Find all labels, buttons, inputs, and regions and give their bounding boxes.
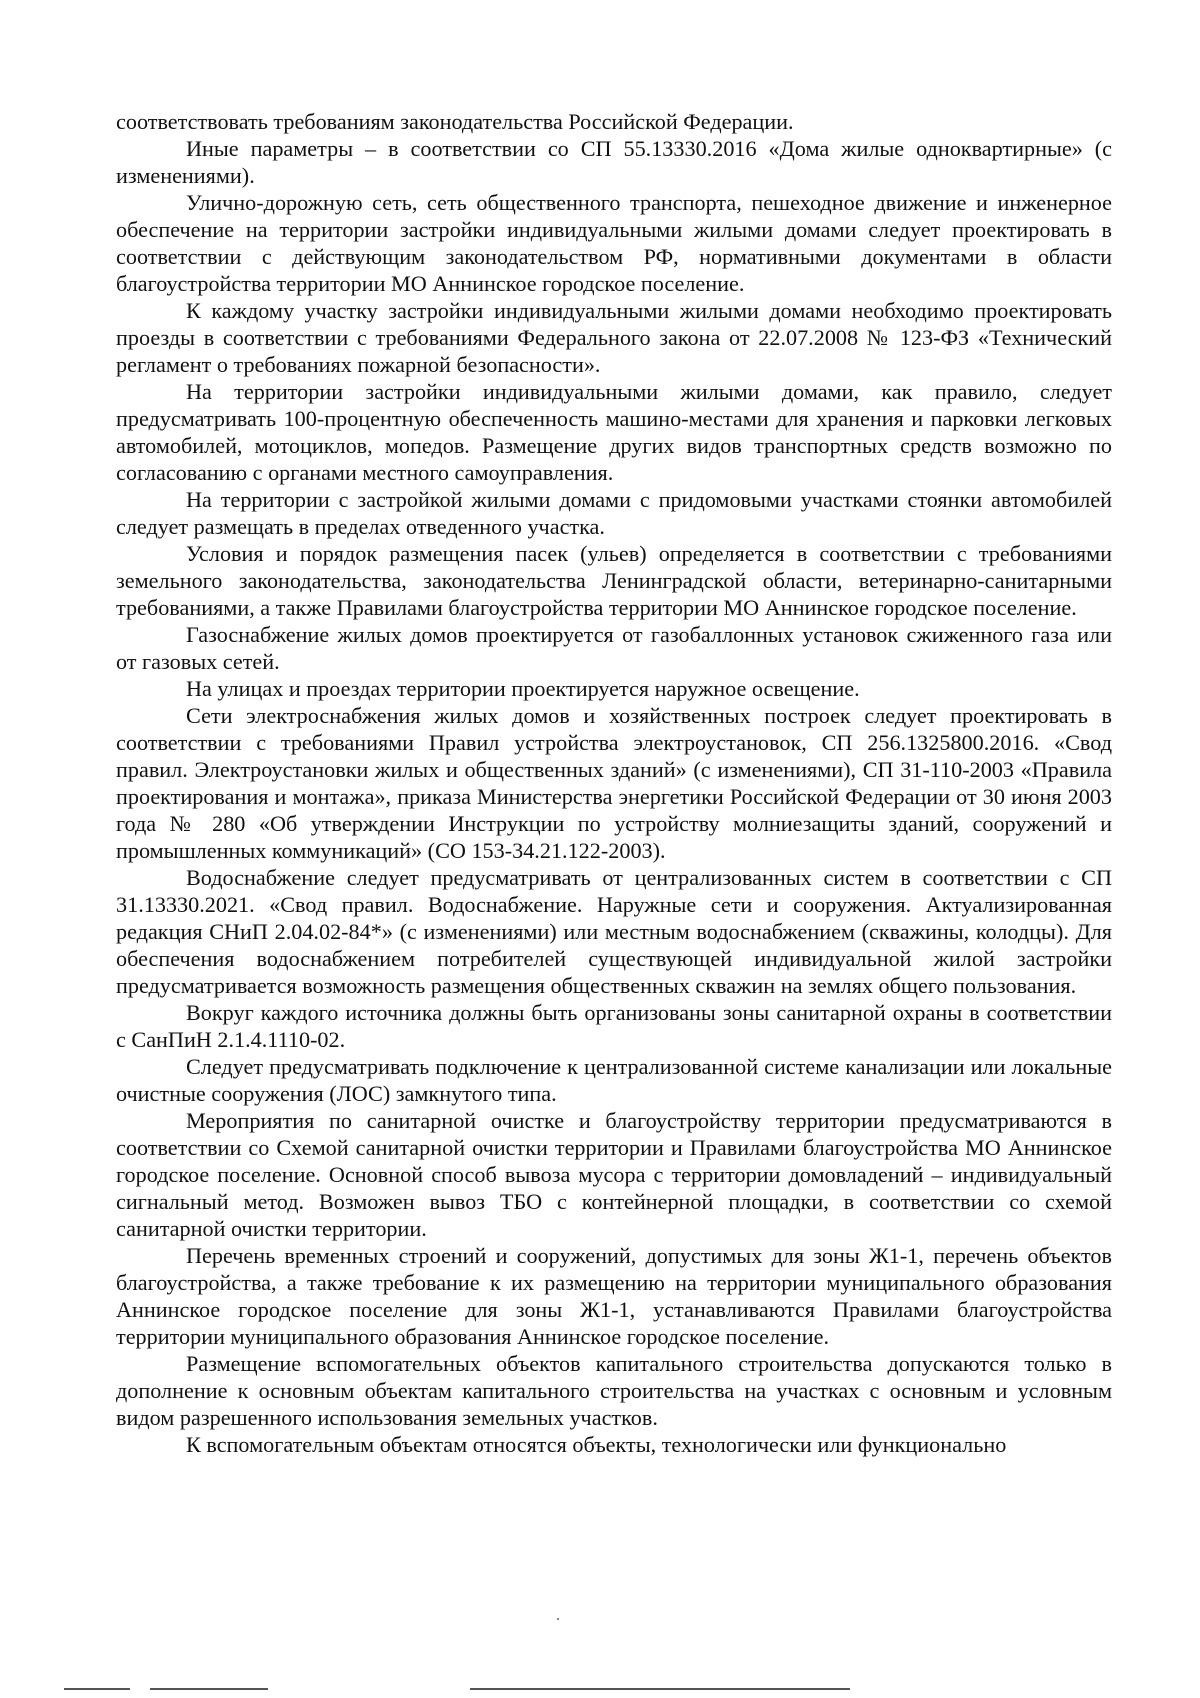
paragraph-auxiliary-objects: Размещение вспомогательных объектов капитального строительства допускаются только в дополнение к основным объектам капитального строительства на участках с основным и условным видом разрешенного использования земельных участков.: [116, 1351, 1112, 1430]
paragraph-road-network: Улично-дорожную сеть, сеть общественного транспорта, пешеходное движение и инженерное обеспечение на территории застройки индивидуальными жилыми домами следует проектировать в соответствии с действующим законодательством РФ, нормативными документами в области благоустройства территории МО Аннинское городское поселение.: [116, 190, 1112, 296]
paragraph-gas-supply: Газоснабжение жилых домов проектируется от газобаллонных установок сжиженного газа или от газовых сетей.: [116, 622, 1112, 674]
footer-rule-2: [150, 1688, 268, 1690]
paragraph-sewerage: Следует предусматривать подключение к централизованной системе канализации или локальные очистные сооружения (ЛОС) замкнутого типа.: [116, 1054, 1112, 1106]
paragraph-driveways: К каждому участку застройки индивидуальными жилыми домами необходимо проектировать проезды в соответствии с требованиями Федерального закона от 22.07.2008 № 123-ФЗ «Технический регламент о требованиях пожарной безопасности».: [116, 298, 1112, 377]
paragraph-water-supply: Водоснабжение следует предусматривать от централизованных систем в соответствии с СП 31.13330.2021. «Свод правил. Водоснабжение. Наружные сети и сооружения. Актуализированная редакция СНиП 2.04.02-84*» (с изменениями) или местным водоснабжением (скважины, колодцы). Для обеспечения водоснабжением потребителей существующей индивидуальной жилой застройки предусматривается возможность размещения общественных скважин на землях общего пользования.: [116, 865, 1112, 998]
document-page: [116, 108, 1112, 1458]
paragraph-apiaries: Условия и порядок размещения пасек (ульев) определяется в соответствии с требованиями земельного законодательства, законодательства Ленинградской области, ветеринарно-санитарными требованиями, а также Правилами благоустройства территории МО Аннинское городское поселение.: [116, 541, 1112, 620]
scan-dot: [557, 1618, 559, 1620]
paragraph-sanitary-zones: Вокруг каждого источника должны быть организованы зоны санитарной охраны в соответствии с СанПиН 2.1.4.1110-02.: [116, 1000, 1112, 1052]
paragraph-auxiliary-definition: К вспомогательным объектам относятся объекты, технологически или функционально: [186, 1432, 1007, 1457]
footer-rule-3: [470, 1688, 850, 1690]
paragraph-continuation: соответствовать требованиям законодательства Российской Федерации.: [116, 109, 794, 134]
paragraph-sanitary-cleaning: Мероприятия по санитарной очистке и благоустройству территории предусматриваются в соответствии со Схемой санитарной очистки территории и Правилами благоустройства МО Аннинское городское поселение. Основной способ вывоза мусора с территории домовладений – индивидуальный сигнальный метод. Возможен вывоз ТБО с контейнерной площадки, в соответствии со схемой санитарной очистки территории.: [116, 1108, 1112, 1241]
paragraph-temporary-structures: Перечень временных строений и сооружений, допустимых для зоны Ж1-1, перечень объектов благоустройства, а также требование к их размещению на территории муниципального образования Аннинское городское поселение для зоны Ж1-1, устанавливаются Правилами благоустройства территории муниципального образования Аннинское городское поселение.: [116, 1243, 1112, 1349]
paragraph-parking: На территории застройки индивидуальными жилыми домами, как правило, следует предусматривать 100-процентную обеспеченность машино-местами для хранения и парковки легковых автомобилей, мотоциклов, мопедов. Размещение других видов транспортных средств возможно по согласованию с органами местного самоуправления.: [116, 379, 1112, 485]
paragraph-street-lighting: На улицах и проездах территории проектируется наружное освещение.: [186, 676, 860, 701]
paragraph-car-parking-plots: На территории с застройкой жилыми домами с придомовыми участками стоянки автомобилей следует размещать в пределах отведенного участка.: [116, 487, 1112, 539]
paragraph-power-supply: Сети электроснабжения жилых домов и хозяйственных построек следует проектировать в соответствии с требованиями Правил устройства электроустановок, СП 256.1325800.2016. «Свод правил. Электроустановки жилых и общественных зданий» (с изменениями), СП 31-110-2003 «Правила проектирования и монтажа», приказа Министерства энергетики Российской Федерации от 30 июня 2003 года № 280 «Об утверждении Инструкции по устройству молниезащиты зданий, сооружений и промышленных коммуникаций» (СО 153-34.21.122-2003).: [116, 703, 1112, 863]
footer-rule-1: [64, 1688, 130, 1690]
paragraph-other-parameters: Иные параметры – в соответствии со СП 55.13330.2016 «Дома жилые одноквартирные» (с изменениями).: [116, 136, 1112, 188]
